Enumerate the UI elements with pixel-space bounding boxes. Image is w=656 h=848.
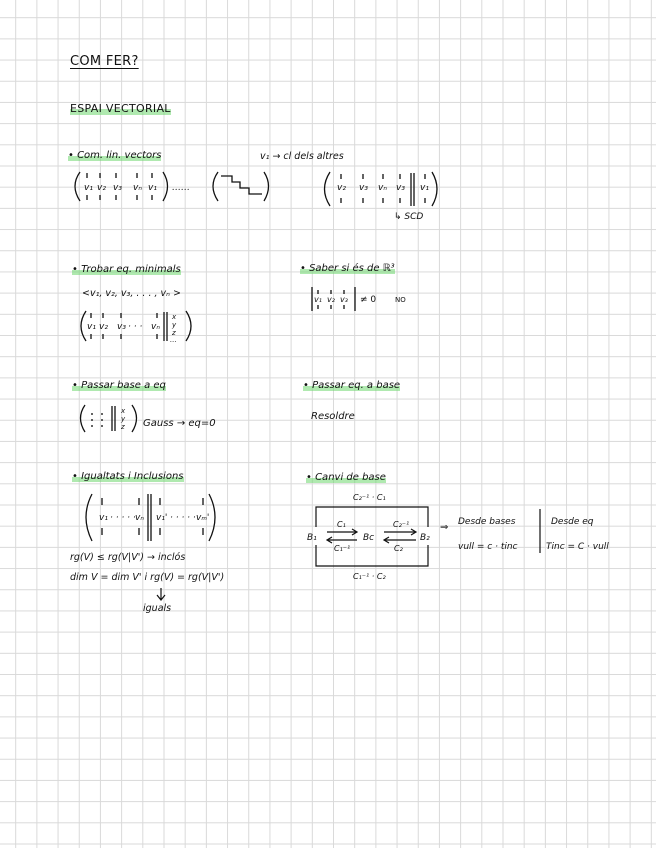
base-eq-aug-1: y xyxy=(121,415,126,423)
igualtats-right-0: v₁' xyxy=(156,513,168,523)
canvi-base-desde-bases: Desde bases xyxy=(458,517,516,527)
comb-lin-m2-col-1: v₃ xyxy=(359,183,368,193)
svg-text:· · · · ·: · · · · · xyxy=(110,513,136,523)
comb-lin-col-2: v₃ xyxy=(113,183,122,193)
comb-lin-col-1: v₂ xyxy=(97,183,106,193)
canvi-base-c2: C₂ xyxy=(394,544,403,553)
saber-col-0: v₁ xyxy=(314,295,322,304)
canvi-base-b2: B₂ xyxy=(420,533,430,543)
comb-lin-col-4: v₁ xyxy=(148,183,157,193)
igualtats-result: iguals xyxy=(143,603,172,614)
svg-text:· · ·: · · · xyxy=(128,322,143,332)
comb-lin-note: v₁ → cl dels altres xyxy=(260,151,344,162)
page-title: COM FER? xyxy=(70,54,139,69)
eq-minimals-aug-1: y xyxy=(172,321,177,329)
igualtats-line1: rg(V) ≤ rg(V|V') → inclós xyxy=(70,552,186,563)
eq-minimals-span: <v₁, v₂, v₃, . . . , vₙ > xyxy=(82,288,181,299)
canvi-base-b1: B₁ xyxy=(307,533,317,543)
section-igualtats-heading: • Igualtats i Inclusions xyxy=(72,471,184,482)
saber-col-2: v₃ xyxy=(340,295,348,304)
igualtats-right-1: vₘ' xyxy=(196,513,210,523)
eq-minimals-col-2: v₃ xyxy=(117,322,126,332)
section-base-eq-heading: • Passar base a eq xyxy=(72,380,166,391)
canvi-base-c1inv: C₁⁻¹ xyxy=(334,544,351,553)
comb-lin-m2-col-3: v₃ xyxy=(396,183,405,193)
eq-minimals-col-1: v₂ xyxy=(99,322,108,332)
canvi-base-bottom-label: C₁⁻¹ · C₂ xyxy=(353,572,386,581)
saber-det: ≠ 0 xyxy=(360,295,377,305)
comb-lin-m2-col-2: vₙ xyxy=(378,183,387,193)
page-subtitle: ESPAI VECTORIAL xyxy=(70,102,171,115)
eq-minimals-col-0: v₁ xyxy=(87,322,96,332)
section-comb-lin-heading: • Com. lin. vectors xyxy=(68,150,162,161)
saber-no: NO xyxy=(395,296,406,304)
eq-base-text: Resoldre xyxy=(311,411,355,422)
comb-lin-col-0: v₁ xyxy=(84,183,93,193)
section-saber-heading: • Saber si és de ℝ³ xyxy=(300,263,395,274)
eq-minimals-aug-0: x xyxy=(172,313,177,321)
eq-minimals-aug-3: ... xyxy=(170,336,177,344)
eq-minimals-col-3: vₙ xyxy=(151,322,160,332)
section-canvi-base-heading: • Canvi de base xyxy=(306,472,386,483)
canvi-base-c2inv: C₂⁻¹ xyxy=(393,520,410,529)
comb-lin-col-3: vₙ xyxy=(133,183,142,193)
svg-text:· · · · ·: · · · · · xyxy=(170,513,196,523)
igualtats-left-1: vₙ xyxy=(135,513,144,523)
base-eq-aug-0: x xyxy=(121,407,126,415)
canvi-base-desde-eq: Desde eq xyxy=(551,517,594,527)
canvi-base-top-label: C₂⁻¹ · C₁ xyxy=(353,493,386,502)
canvi-base-arrow: ⇒ xyxy=(440,522,449,533)
base-eq-gauss: Gauss → eq=0 xyxy=(143,418,216,429)
comb-lin-m2-aug: v₁ xyxy=(420,183,429,193)
section-eq-base-heading: • Passar eq. a base xyxy=(303,380,401,391)
comb-lin-result: ↳ SCD xyxy=(394,212,424,222)
canvi-base-c1: C₁ xyxy=(337,520,346,529)
eq-minimals-aug-2: z xyxy=(172,329,176,337)
saber-col-1: v₂ xyxy=(327,295,335,304)
comb-lin-dots: …… xyxy=(172,183,190,193)
igualtats-left-0: v₁ xyxy=(99,513,108,523)
canvi-base-formula-left: vull = c · tinc xyxy=(458,542,518,552)
igualtats-line2: dim V = dim V' i rg(V) = rg(V|V') xyxy=(70,572,225,583)
canvi-base-bc: Bc xyxy=(363,533,375,543)
comb-lin-m2-col-0: v₂ xyxy=(337,183,346,193)
base-eq-aug-2: z xyxy=(121,423,125,431)
section-eq-minimals-heading: • Trobar eq. minimals xyxy=(72,264,181,275)
canvi-base-formula-right: Tinc = C · vull xyxy=(546,542,609,552)
